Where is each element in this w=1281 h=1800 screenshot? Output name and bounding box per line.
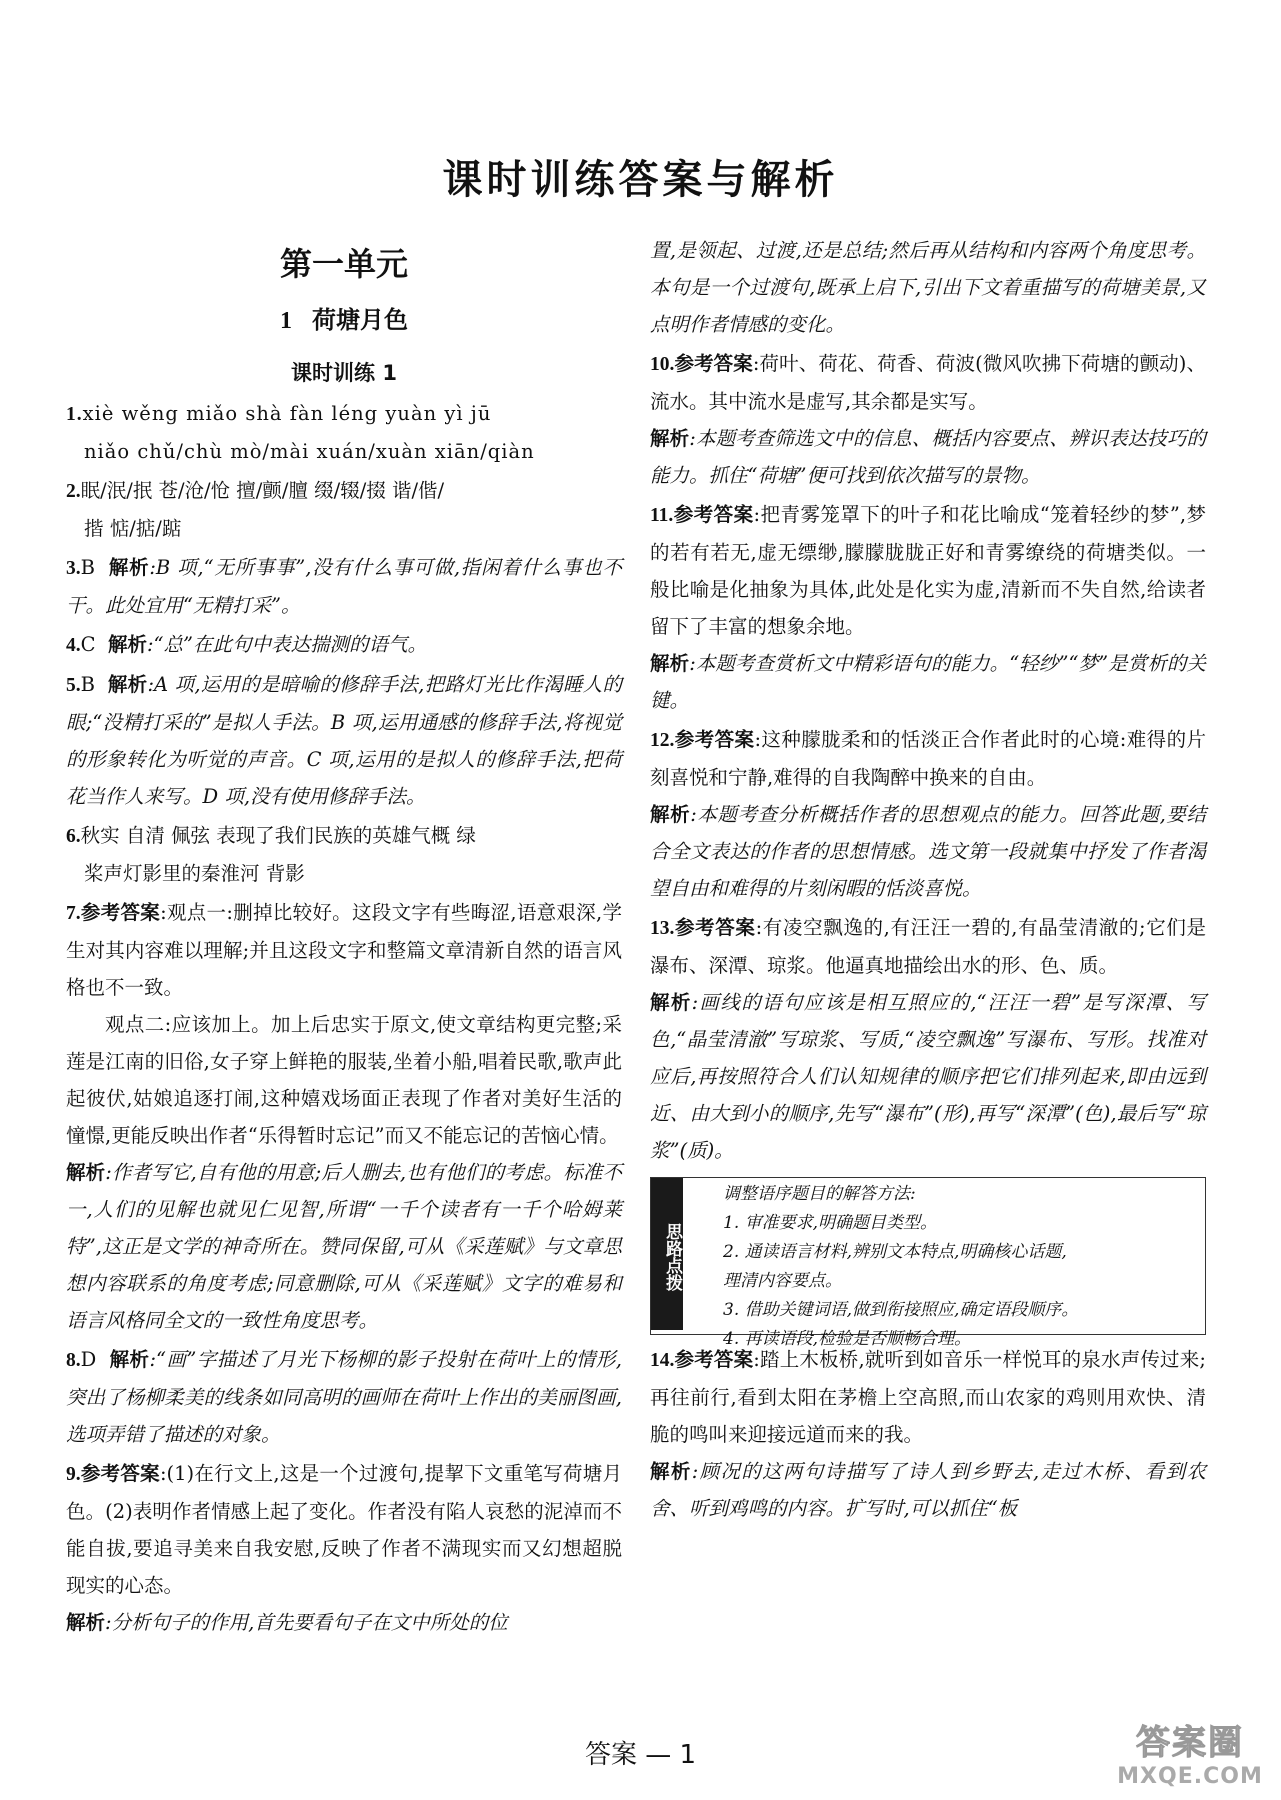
tip-box bbox=[650, 1177, 1206, 1349]
item-number: 9. bbox=[66, 1464, 81, 1485]
item-number: 14. bbox=[650, 1350, 675, 1371]
answer-text: :(1)在行文上,这是一个过渡句,提挈下文重笔写荷塘月色。(2)表明作者情感上起了变化。作者没有陷人哀愁的泥淖而不能自拔,要追寻美来自我安慰,反映了作者不满现实而又幻想超脱现实的心态。 bbox=[66, 1462, 622, 1597]
analysis-label: 解析 bbox=[650, 427, 690, 450]
item-number: 11. bbox=[650, 505, 674, 526]
answer-text: :荷叶、荷花、荷香、荷波(微风吹拂下荷塘的颤动)、流水。其中流水是虚写,其余都是实写。 bbox=[650, 352, 1206, 413]
unit-heading: 第一单元 bbox=[279, 245, 408, 283]
answer-item-12 bbox=[650, 721, 1206, 907]
analysis-label: 解析 bbox=[650, 1460, 692, 1483]
answer-choice: B bbox=[80, 556, 95, 579]
answer-text: :踏上木板桥,就听到如音乐一样悦耳的泉水声传过来;再往前行,看到太阳在茅檐上空高照,而山农家的鸡则用欢快、清脆的鸣叫来迎接远道而来的我。 bbox=[650, 1348, 1206, 1446]
analysis-label: 解析 bbox=[650, 991, 692, 1014]
answer-item-5 bbox=[66, 666, 622, 815]
tip-tag: 思路点拨 bbox=[651, 1178, 683, 1330]
left-column bbox=[66, 240, 622, 1643]
answer-text: :把青雾笼罩下的叶子和花比喻成“笼着轻纱的梦”,梦的若有若无,虚无缥缈,朦朦胧胧正好和青雾缭绕的荷塘类似。一般比喻是化抽象为具体,此处是化实为虚,清新而不失自然,给读者留下了丰富的想象余地。 bbox=[650, 503, 1206, 638]
page-title: 课时训练答案与解析 bbox=[442, 157, 839, 203]
analysis-label: 解析 bbox=[109, 1348, 150, 1371]
analysis-text: :画线的语句应该是相互照应的,“汪汪一碧”是写深潭、写色,“晶莹清澈”写琼浆、写质,“凌空飘逸”写瀑布、写形。找准对应后,再按照符合人们认知规律的顺序把它们排列起来,即由远到近、由大到小的顺序,先写“瀑布”(形),再写“深潭”(色),最后写“琼浆”(质)。 bbox=[650, 991, 1206, 1162]
analysis-text: :“画”字描述了月光下杨柳的影子投射在荷叶上的情形,突出了杨柳柔美的线条如同高明的画师在荷叶上作出的美丽图画,选项弄错了描述的对象。 bbox=[66, 1348, 622, 1446]
answer-item-14 bbox=[650, 1341, 1206, 1527]
tip-step: 1. 审准要求,明确题目类型。 bbox=[723, 1213, 938, 1233]
answer-item-8 bbox=[66, 1341, 622, 1453]
item-number: 10. bbox=[650, 354, 675, 375]
tip-step-continued: 理清内容要点。 bbox=[723, 1271, 842, 1291]
watermark-site: MXQE.COM bbox=[1117, 1764, 1263, 1789]
item-number: 7. bbox=[66, 903, 81, 924]
analysis-text: :A 项,运用的是暗喻的修辞手法,把路灯光比作渴睡人的眼;“没精打采的”是拟人手法。B 项,运用通感的修辞手法,将视觉的形象转化为听觉的声音。C 项,运用的是拟人的修辞手法,把荷花当作人来写。D 项,没有使用修辞手法。 bbox=[66, 673, 622, 808]
analysis-label: 解析 bbox=[66, 1161, 106, 1184]
answer-item-4 bbox=[66, 626, 622, 664]
answer-line-1: 秋实 自清 佩弦 表现了我们民族的英雄气概 绿 bbox=[80, 824, 476, 847]
answer-label: 参考答案 bbox=[674, 728, 755, 751]
answer-item-2 bbox=[66, 472, 622, 547]
lesson-heading bbox=[66, 298, 622, 343]
answer-item-7 bbox=[66, 894, 622, 1339]
answer-line-2: 桨声灯影里的秦淮河 背影 bbox=[84, 862, 305, 885]
pinyin-line-1: xiè wěng miǎo shà fàn léng yuàn yì jū bbox=[82, 402, 492, 425]
answer-label: 参考答案 bbox=[80, 901, 161, 924]
tip-step: 3. 借助关键词语,做到衔接照应,确定语段顺序。 bbox=[723, 1300, 1079, 1320]
analysis-text: :B 项,“无所事事”,没有什么事可做,指闲着什么事也不干。此处宜用“无精打采”。 bbox=[66, 556, 622, 617]
analysis-label: 解析 bbox=[650, 652, 690, 675]
tip-heading: 调整语序题目的解答方法: bbox=[723, 1184, 916, 1204]
lesson-name: 荷塘月色 bbox=[312, 306, 408, 334]
answer-choice: C bbox=[80, 633, 96, 656]
answer-item-13 bbox=[650, 909, 1206, 1169]
analysis-text: :分析句子的作用,首先要看句子在文中所处的位 bbox=[105, 1611, 508, 1634]
analysis-text: :顾况的这两句诗描写了诗人到乡野去,走过木桥、看到农舍、听到鸡鸣的内容。扩写时,可以抓住“板 bbox=[650, 1460, 1206, 1520]
answer-item-11 bbox=[650, 496, 1206, 719]
analysis-text: :本题考查分析概括作者的思想观点的能力。回答此题,要结合全文表达的作者的思想情感。选文第一段就集中抒发了作者渴望自由和难得的片刻闲暇的恬淡喜悦。 bbox=[650, 803, 1206, 900]
item-number: 12. bbox=[650, 730, 675, 751]
analysis-text: :本题考查赏析文中精彩语句的能力。“轻纱”“梦”是赏析的关键。 bbox=[650, 652, 1206, 712]
answer-item-3 bbox=[66, 549, 622, 624]
chars-line-2: 揩 惦/掂/踮 bbox=[84, 517, 182, 540]
item-number: 13. bbox=[650, 918, 675, 939]
tip-step: 4. 再读语段,检验是否顺畅合理。 bbox=[723, 1329, 972, 1349]
answer-item-1 bbox=[66, 395, 622, 470]
watermark-logo bbox=[1105, 1722, 1275, 1796]
answer-label: 参考答案 bbox=[674, 1348, 754, 1371]
lesson-number: 1 bbox=[280, 308, 292, 334]
answer-text: :这种朦胧柔和的恬淡正合作者此时的心境:难得的片刻喜悦和宁静,难得的自我陶醉中换来的自由。 bbox=[650, 728, 1206, 789]
answer-label: 参考答案 bbox=[674, 916, 756, 939]
watermark-title: 答案圈 bbox=[1136, 1723, 1244, 1763]
answer-choice: D bbox=[80, 1348, 97, 1371]
answer-item-6 bbox=[66, 817, 622, 892]
analysis-label: 解析 bbox=[66, 1611, 106, 1634]
tip-step: 2. 通读语言材料,辨别文本特点,明确核心话题, bbox=[723, 1242, 1067, 1262]
answer-item-9 bbox=[66, 1455, 622, 1641]
answer-text: :有凌空飘逸的,有汪汪一碧的,有晶莹清澈的;它们是瀑布、深潭、琼浆。他逼真地描绘出水的形、色、质。 bbox=[650, 916, 1206, 977]
item-number: 5. bbox=[66, 675, 81, 696]
analysis-text: :“总”在此句中表达揣测的语气。 bbox=[146, 633, 427, 656]
answer-choice: B bbox=[80, 673, 95, 696]
chars-line-1: 眠/泯/抿 苍/沧/怆 擅/颤/膻 缀/辍/掇 谐/偕/ bbox=[80, 479, 445, 502]
analysis-text: :本题考查筛选文中的信息、概括内容要点、辨识表达技巧的能力。抓住“荷塘”便可找到依次描写的景物。 bbox=[650, 427, 1206, 487]
item-number: 6. bbox=[66, 826, 81, 847]
answer-view-1: :观点一:删掉比较好。这段文字有些晦涩,语意艰深,学生对其内容难以理解;并且这段文字和整篇文章清新自然的语言风格也不一致。 bbox=[66, 901, 622, 999]
item-number: 1. bbox=[66, 404, 83, 425]
item-number: 3. bbox=[66, 558, 81, 579]
answer-view-2: 观点二:应该加上。加上后忠实于原文,使文章结构更完整;采莲是江南的旧俗,女子穿上鲜艳的服装,坐着小船,唱着民歌,歌声此起彼伏,姑娘追逐打闹,这种嬉戏场面正表现了作者对美好生活的憧憬,更能反映出作者“乐得暂时忘记”而又不能忘记的苦恼心情。 bbox=[66, 1013, 622, 1147]
answer-label: 参考答案 bbox=[673, 503, 754, 526]
analysis-continuation: 置,是领起、过渡,还是总结;然后再从结构和内容两个角度思考。本句是一个过渡句,既承上启下,引出下文着重描写的荷塘美景,又点明作者情感的变化。 bbox=[650, 239, 1206, 336]
answer-label: 参考答案 bbox=[674, 352, 753, 375]
analysis-label: 解析 bbox=[107, 673, 148, 696]
pinyin-line-2: niǎo chǔ/chù mò/mài xuán/xuàn xiān/qiàn bbox=[84, 440, 535, 463]
right-column bbox=[650, 232, 1206, 1529]
analysis-label: 解析 bbox=[650, 803, 691, 826]
page-footer: 答案 — 1 bbox=[584, 1740, 697, 1770]
item-number: 2. bbox=[66, 481, 81, 502]
analysis-label: 解析 bbox=[107, 633, 147, 656]
analysis-label: 解析 bbox=[108, 556, 150, 579]
item-number: 8. bbox=[66, 1350, 81, 1371]
analysis-text: :作者写它,自有他的用意;后人删去,也有他们的考虑。标准不一,人们的见解也就见仁见智,所谓“一千个读者有一千个哈姆莱特”,这正是文学的神奇所在。赞同保留,可从《采莲赋》与文章思想内容联系的角度考虑;同意删除,可从《采莲赋》文字的难易和语言风格同全文的一致性角度思考。 bbox=[66, 1161, 622, 1332]
item-number: 4. bbox=[66, 635, 81, 656]
training-heading: 课时训练 1 bbox=[291, 361, 397, 385]
answer-item-10 bbox=[650, 345, 1206, 494]
answer-label: 参考答案 bbox=[80, 1462, 160, 1485]
